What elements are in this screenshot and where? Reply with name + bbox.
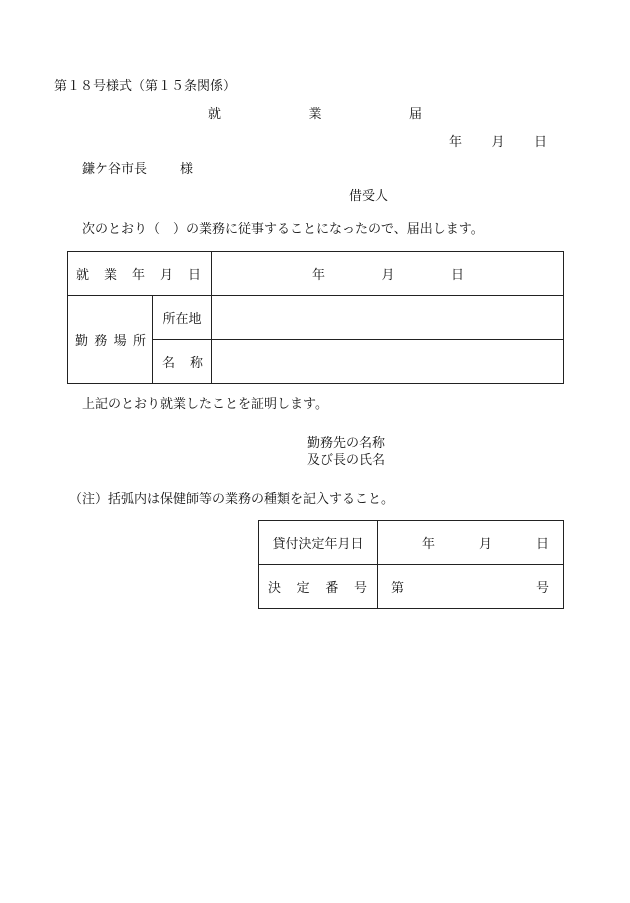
decision-date-label: 貸付決定年月日 xyxy=(259,521,378,565)
name-label: 名 称 xyxy=(153,340,212,384)
decision-number-label: 決 定 番 号 xyxy=(259,565,378,609)
date-day: 日 xyxy=(533,135,547,150)
employment-date-label: 就 業 年 月 日 xyxy=(68,252,212,296)
workplace-label: 勤 務 場 所 xyxy=(68,296,153,384)
decision-number-value[interactable]: 第 号 xyxy=(378,565,564,609)
addressee-honorific: 様 xyxy=(180,162,194,177)
document-title xyxy=(208,107,422,123)
statement: 次のとおり（ ）の業務に従事することになったので、届出します。 xyxy=(82,222,484,237)
note: （注）括弧内は保健師等の業務の種類を記入すること。 xyxy=(69,492,395,507)
employer-name-label: 勤務先の名称 xyxy=(307,436,386,451)
title-char: 届 xyxy=(408,107,422,122)
title-char: 就 xyxy=(208,107,222,122)
location-label: 所在地 xyxy=(153,296,212,340)
employer-head-label: 及び長の氏名 xyxy=(307,453,386,468)
location-value[interactable] xyxy=(212,296,564,340)
form-number: 第１８号様式（第１５条関係） xyxy=(54,79,237,94)
title-char: 業 xyxy=(308,107,322,122)
date-year: 年 xyxy=(449,135,463,150)
decision-date-value[interactable]: 年 月 日 xyxy=(378,521,564,565)
borrower-label: 借受人 xyxy=(349,189,389,204)
employment-date-value[interactable]: 年 月 日 xyxy=(212,252,564,296)
employment-table xyxy=(67,251,564,384)
name-value[interactable] xyxy=(212,340,564,384)
date-month: 月 xyxy=(491,135,505,150)
addressee: 鎌ケ谷市長 xyxy=(82,162,148,177)
certification-text: 上記のとおり就業したことを証明します。 xyxy=(82,397,328,412)
loan-decision-table xyxy=(258,520,564,609)
submission-date xyxy=(449,135,547,151)
